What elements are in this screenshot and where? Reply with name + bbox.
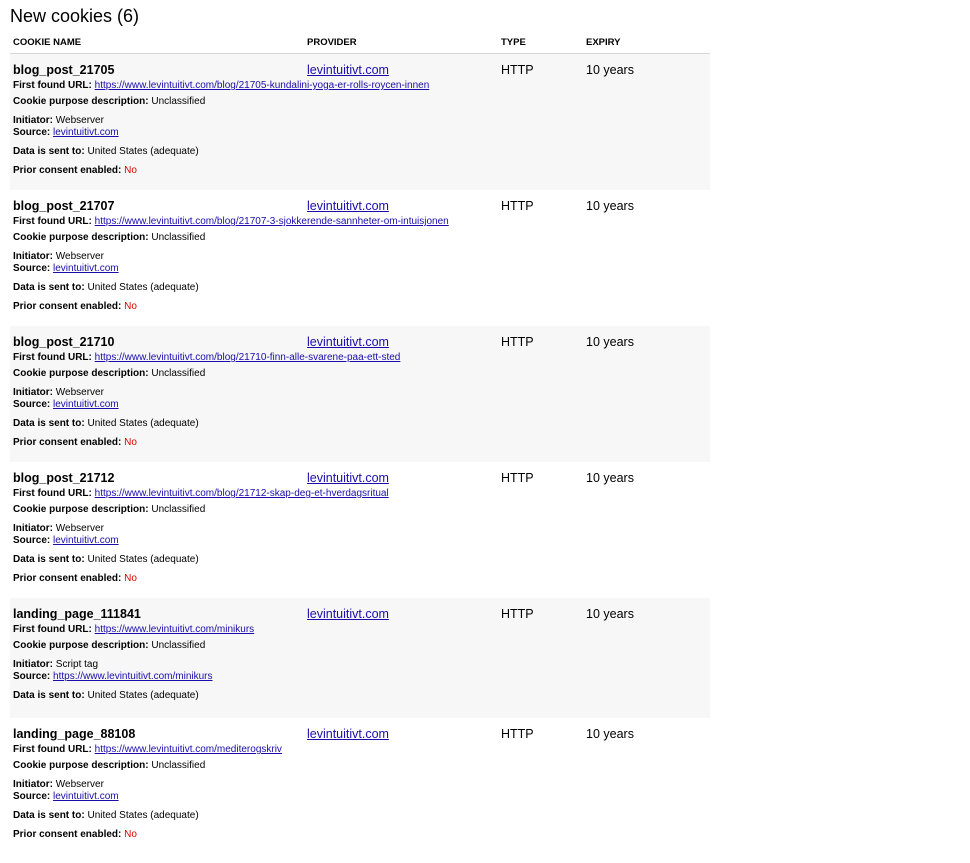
first-found-label: First found URL: bbox=[13, 624, 92, 635]
initiator-line bbox=[10, 779, 710, 791]
cookie-name: blog_post_21712 bbox=[13, 471, 115, 485]
prior-consent-line bbox=[10, 829, 710, 841]
initiator-label: Initiator: bbox=[13, 115, 53, 126]
first-found-label: First found URL: bbox=[13, 216, 92, 227]
source-link[interactable]: https://www.levintuitivt.com/minikurs bbox=[53, 671, 213, 682]
initiator-line bbox=[10, 523, 710, 535]
data-sent-label: Data is sent to: bbox=[13, 810, 85, 821]
cookie-expiry: 10 years bbox=[586, 471, 634, 485]
cookie-list bbox=[10, 54, 710, 848]
first-found-line bbox=[10, 744, 710, 756]
provider-link[interactable]: levintuitivt.com bbox=[307, 335, 389, 349]
purpose-label: Cookie purpose description: bbox=[13, 368, 149, 379]
data-sent-line bbox=[10, 554, 710, 566]
purpose-line bbox=[10, 96, 710, 108]
cookie-type: HTTP bbox=[501, 727, 534, 741]
data-sent-value: United States (adequate) bbox=[87, 554, 199, 565]
data-sent-line bbox=[10, 810, 710, 822]
prior-consent-line bbox=[10, 573, 710, 585]
cookie-name: blog_post_21710 bbox=[13, 335, 115, 349]
data-sent-value: United States (adequate) bbox=[87, 146, 199, 157]
first-found-label: First found URL: bbox=[13, 80, 92, 91]
prior-consent-value: No bbox=[124, 829, 137, 840]
initiator-label: Initiator: bbox=[13, 251, 53, 262]
data-sent-label: Data is sent to: bbox=[13, 554, 85, 565]
prior-consent-value: No bbox=[124, 437, 137, 448]
initiator-label: Initiator: bbox=[13, 659, 53, 670]
data-sent-line bbox=[10, 690, 710, 702]
purpose-value: Unclassified bbox=[151, 504, 206, 515]
cookie-expiry: 10 years bbox=[586, 727, 634, 741]
initiator-line bbox=[10, 115, 710, 127]
table-header bbox=[10, 35, 710, 54]
cookie-type: HTTP bbox=[501, 335, 534, 349]
first-found-url-link[interactable]: https://www.levintuitivt.com/mediterogskriv bbox=[94, 744, 282, 755]
source-line bbox=[10, 535, 710, 547]
initiator-value: Webserver bbox=[55, 115, 104, 126]
prior-consent-line bbox=[10, 301, 710, 313]
purpose-value: Unclassified bbox=[151, 232, 206, 243]
cookie-type: HTTP bbox=[501, 471, 534, 485]
provider-link[interactable]: levintuitivt.com bbox=[307, 471, 389, 485]
prior-consent-value: No bbox=[124, 165, 137, 176]
prior-consent-value: No bbox=[124, 301, 137, 312]
purpose-label: Cookie purpose description: bbox=[13, 640, 149, 651]
provider-link[interactable]: levintuitivt.com bbox=[307, 607, 389, 621]
initiator-line bbox=[10, 251, 710, 263]
purpose-line bbox=[10, 760, 710, 772]
data-sent-value: United States (adequate) bbox=[87, 418, 199, 429]
cookie-expiry: 10 years bbox=[586, 63, 634, 77]
source-line bbox=[10, 127, 710, 139]
initiator-label: Initiator: bbox=[13, 523, 53, 534]
purpose-label: Cookie purpose description: bbox=[13, 760, 149, 771]
first-found-label: First found URL: bbox=[13, 744, 92, 755]
initiator-line bbox=[10, 387, 710, 399]
cookie-type: HTTP bbox=[501, 199, 534, 213]
data-sent-value: United States (adequate) bbox=[87, 282, 199, 293]
purpose-value: Unclassified bbox=[151, 96, 206, 107]
prior-consent-label: Prior consent enabled: bbox=[13, 829, 122, 840]
purpose-line bbox=[10, 232, 710, 244]
first-found-line bbox=[10, 216, 710, 228]
data-sent-label: Data is sent to: bbox=[13, 146, 85, 157]
table-row bbox=[10, 190, 710, 326]
source-label: Source: bbox=[13, 791, 51, 802]
purpose-line bbox=[10, 368, 710, 380]
cookie-expiry: 10 years bbox=[586, 607, 634, 621]
page-title: New cookies (6) bbox=[10, 6, 140, 26]
initiator-value: Webserver bbox=[55, 523, 104, 534]
cookie-expiry: 10 years bbox=[586, 335, 634, 349]
cookie-name: landing_page_111841 bbox=[13, 607, 141, 621]
purpose-label: Cookie purpose description: bbox=[13, 232, 149, 243]
first-found-url-link[interactable]: https://www.levintuitivt.com/blog/21710-finn-alle-svarene-paa-ett-sted bbox=[94, 352, 401, 363]
cookie-type: HTTP bbox=[501, 63, 534, 77]
initiator-label: Initiator: bbox=[13, 779, 53, 790]
purpose-line bbox=[10, 640, 710, 652]
first-found-url-link[interactable]: https://www.levintuitivt.com/blog/21705-kundalini-yoga-er-rolls-roycen-innen bbox=[94, 80, 430, 91]
source-label: Source: bbox=[13, 127, 51, 138]
purpose-value: Unclassified bbox=[151, 640, 206, 651]
header-cookie-name: COOKIE NAME bbox=[13, 37, 82, 48]
prior-consent-label: Prior consent enabled: bbox=[13, 437, 122, 448]
initiator-label: Initiator: bbox=[13, 387, 53, 398]
first-found-url-link[interactable]: https://www.levintuitivt.com/blog/21707-3-sjokkerende-sannheter-om-intuisjonen bbox=[94, 216, 449, 227]
first-found-line bbox=[10, 80, 710, 92]
source-label: Source: bbox=[13, 535, 51, 546]
first-found-line bbox=[10, 488, 710, 500]
purpose-value: Unclassified bbox=[151, 368, 206, 379]
prior-consent-value: No bbox=[124, 573, 137, 584]
cookie-name: landing_page_88108 bbox=[13, 727, 136, 741]
data-sent-line bbox=[10, 418, 710, 430]
source-label: Source: bbox=[13, 671, 51, 682]
data-sent-line bbox=[10, 146, 710, 158]
first-found-url-link[interactable]: https://www.levintuitivt.com/minikurs bbox=[94, 624, 255, 635]
prior-consent-label: Prior consent enabled: bbox=[13, 165, 122, 176]
purpose-label: Cookie purpose description: bbox=[13, 96, 149, 107]
source-line bbox=[10, 263, 710, 275]
source-link[interactable]: levintuitivt.com bbox=[53, 263, 119, 274]
data-sent-value: United States (adequate) bbox=[87, 690, 199, 701]
cookie-name: blog_post_21707 bbox=[13, 199, 115, 213]
purpose-line bbox=[10, 504, 710, 516]
source-link[interactable]: levintuitivt.com bbox=[53, 791, 119, 802]
source-line bbox=[10, 399, 710, 411]
source-line bbox=[10, 791, 710, 803]
initiator-value: Webserver bbox=[55, 779, 104, 790]
cookie-name: blog_post_21705 bbox=[13, 63, 115, 77]
table-row bbox=[10, 718, 710, 848]
data-sent-label: Data is sent to: bbox=[13, 690, 85, 701]
first-found-label: First found URL: bbox=[13, 488, 92, 499]
source-link[interactable]: levintuitivt.com bbox=[53, 535, 119, 546]
header-provider: PROVIDER bbox=[307, 37, 357, 48]
table-row bbox=[10, 598, 710, 718]
data-sent-line bbox=[10, 282, 710, 294]
prior-consent-line bbox=[10, 165, 710, 177]
data-sent-label: Data is sent to: bbox=[13, 418, 85, 429]
table-row bbox=[10, 326, 710, 462]
header-type: TYPE bbox=[501, 37, 526, 48]
data-sent-label: Data is sent to: bbox=[13, 282, 85, 293]
initiator-value: Webserver bbox=[55, 387, 104, 398]
purpose-value: Unclassified bbox=[151, 760, 206, 771]
source-label: Source: bbox=[13, 263, 51, 274]
prior-consent-label: Prior consent enabled: bbox=[13, 573, 122, 584]
cookie-expiry: 10 years bbox=[586, 199, 634, 213]
purpose-label: Cookie purpose description: bbox=[13, 504, 149, 515]
source-link[interactable]: levintuitivt.com bbox=[53, 127, 119, 138]
cookie-report bbox=[10, 0, 710, 848]
cookie-type: HTTP bbox=[501, 607, 534, 621]
source-link[interactable]: levintuitivt.com bbox=[53, 399, 119, 410]
source-line bbox=[10, 671, 710, 683]
first-found-label: First found URL: bbox=[13, 352, 92, 363]
first-found-line bbox=[10, 352, 710, 364]
initiator-line bbox=[10, 659, 710, 671]
first-found-line bbox=[10, 624, 710, 636]
initiator-value: Webserver bbox=[55, 251, 104, 262]
prior-consent-line bbox=[10, 437, 710, 449]
provider-link[interactable]: levintuitivt.com bbox=[307, 727, 389, 741]
first-found-url-link[interactable]: https://www.levintuitivt.com/blog/21712-skap-deg-et-hverdagsritual bbox=[94, 488, 389, 499]
header-expiry: EXPIRY bbox=[586, 37, 621, 48]
source-label: Source: bbox=[13, 399, 51, 410]
table-row bbox=[10, 54, 710, 190]
provider-link[interactable]: levintuitivt.com bbox=[307, 199, 389, 213]
table-row bbox=[10, 462, 710, 598]
data-sent-value: United States (adequate) bbox=[87, 810, 199, 821]
initiator-value: Script tag bbox=[55, 659, 99, 670]
provider-link[interactable]: levintuitivt.com bbox=[307, 63, 389, 77]
prior-consent-label: Prior consent enabled: bbox=[13, 301, 122, 312]
